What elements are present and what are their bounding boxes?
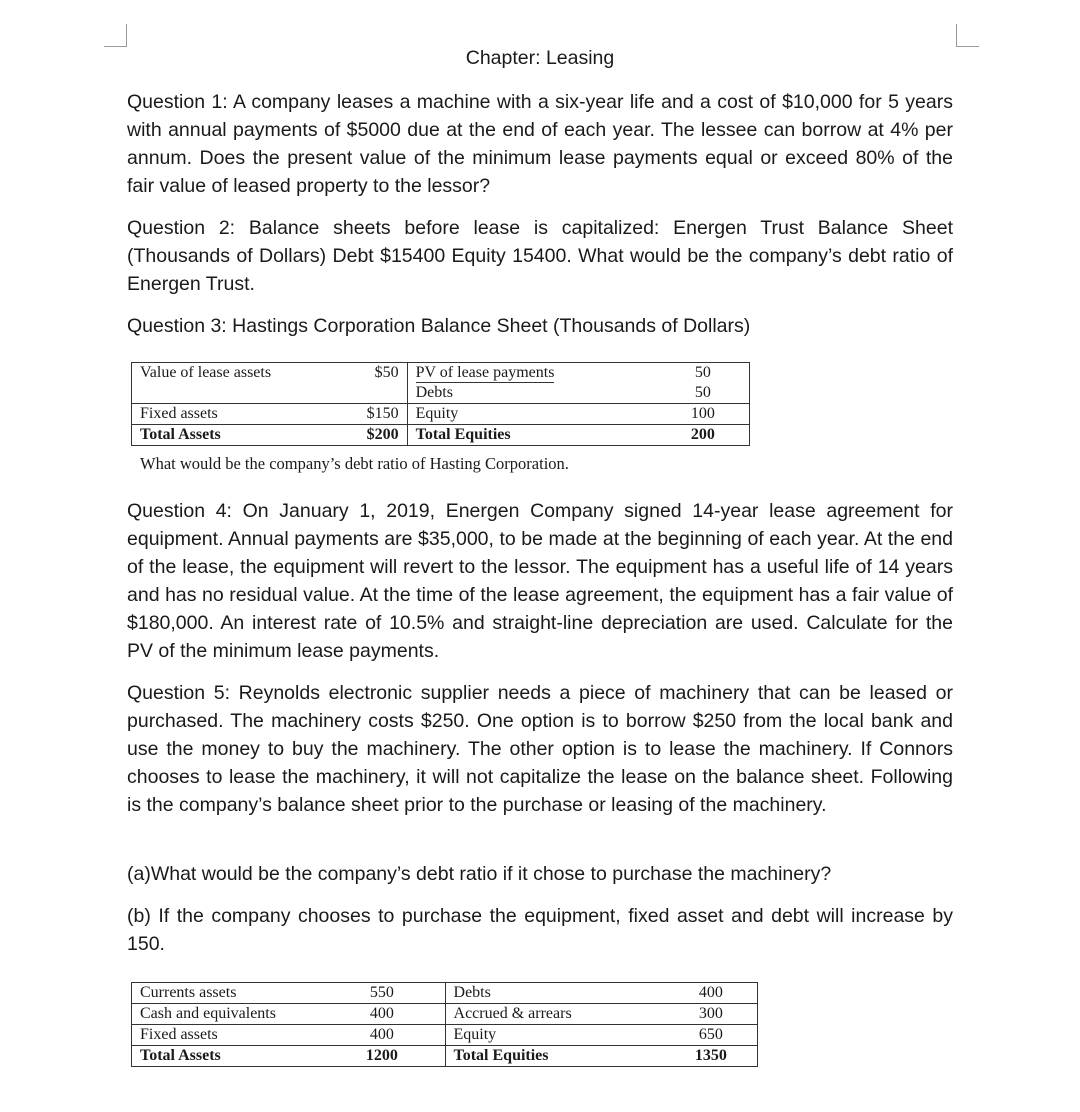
chapter-title: Chapter: Leasing xyxy=(465,47,615,69)
question-1: Question 1: A company leases a machine with a six-year life and a cost of $10,000 for 5 years with annual payments of $5000 due at the end of each year. The lessee can borrow at 4% per annum. Does the present value of the minimum lease payments equal or exceed 80% of the fair value of leased property to the lessor? xyxy=(127,91,953,197)
table-row-total xyxy=(132,425,750,446)
cell-value: 200 xyxy=(690,426,715,443)
cell-label: Total Assets xyxy=(140,1047,221,1064)
table-row xyxy=(132,1004,758,1025)
cell-label: Cash and equivalents xyxy=(132,1004,320,1025)
cell-value: 650 xyxy=(665,1025,758,1046)
cell-empty xyxy=(311,383,407,404)
cell-label: Total Equities xyxy=(445,1046,665,1067)
question-4: Question 4: On January 1, 2019, Energen Company signed 14-year lease agreement for equipment. Annual payments are $35,000, to be made at the beginning of each year. At the end of the lease, the equipment will revert to the lessor. The equipment has a useful life of 14 years and has no residual value. At the time of the lease agreement, the equipment has a fair value of $180,000. An interest rate of 10.5% and straight-line depreciation are used. Calculate for the PV of the minimum lease payments. xyxy=(127,500,953,662)
page-corner-mark-top-right xyxy=(956,24,979,47)
reynolds-balance-sheet-table xyxy=(131,982,758,1067)
cell-label: Fixed assets xyxy=(132,1025,320,1046)
question-3: Question 3: Hastings Corporation Balance Sheet (Thousands of Dollars) xyxy=(127,315,751,337)
cell-empty xyxy=(132,383,312,404)
page-corner-mark-top-left xyxy=(104,24,127,47)
cell-label: Value of lease assets xyxy=(140,364,272,381)
cell-value: 400 xyxy=(319,1025,445,1046)
question-5: Question 5: Reynolds electronic supplier needs a piece of machinery that can be leased or purchased. The machinery costs $250. One option is to borrow $250 from the local bank and use the money to buy the machinery. The other option is to lease the machinery. If Connors chooses to lease the machinery, it will not capitalize the lease on the balance sheet. Following is the company’s balance sheet prior to the purchase or leasing of the machinery. xyxy=(127,682,953,816)
table-row xyxy=(132,383,750,404)
cell-label: Fixed assets xyxy=(132,404,312,425)
cell-value: 100 xyxy=(657,404,750,425)
question-5a: (a)What would be the company’s debt ratio if it chose to purchase the machinery? xyxy=(127,863,832,885)
cell-label: Currents assets xyxy=(132,983,320,1004)
cell-label: Total Assets xyxy=(140,426,221,443)
cell-value: 400 xyxy=(665,983,758,1004)
table-row xyxy=(132,404,750,425)
table-row-total xyxy=(132,1046,758,1067)
cell-label: Equity xyxy=(445,1025,665,1046)
hastings-balance-sheet-table xyxy=(131,362,750,446)
question-2: Question 2: Balance sheets before lease is capitalized: Energen Trust Balance Sheet (Thousands of Dollars) Debt $15400 Equity 15400. What would be the company’s debt ratio of Energen Trust. xyxy=(127,217,953,295)
cell-value: $200 xyxy=(366,426,399,443)
cell-label: Equity xyxy=(407,404,657,425)
cell-value: 1200 xyxy=(365,1047,398,1064)
cell-label-underlined: PV of lease payments xyxy=(415,364,555,381)
table-row xyxy=(132,983,758,1004)
table-row xyxy=(132,363,750,384)
cell-label: Total Equities xyxy=(407,425,657,446)
cell-label: Accrued & arrears xyxy=(445,1004,665,1025)
cell-value: 400 xyxy=(319,1004,445,1025)
question-5b: (b) If the company chooses to purchase the equipment, fixed asset and debt will increase by 150. xyxy=(127,905,953,955)
cell-value: 50 xyxy=(694,364,711,381)
cell-label xyxy=(407,363,657,384)
cell-value: 550 xyxy=(319,983,445,1004)
cell-value: 300 xyxy=(665,1004,758,1025)
cell-value: 50 xyxy=(657,383,750,404)
cell-value: $50 xyxy=(374,364,399,381)
table-row xyxy=(132,1025,758,1046)
cell-label: Debts xyxy=(445,983,665,1004)
table-note: What would be the company’s debt ratio of Hasting Corporation. xyxy=(140,454,569,473)
cell-value: 1350 xyxy=(694,1047,727,1064)
cell-value: $150 xyxy=(311,404,407,425)
cell-label: Debts xyxy=(407,383,657,404)
